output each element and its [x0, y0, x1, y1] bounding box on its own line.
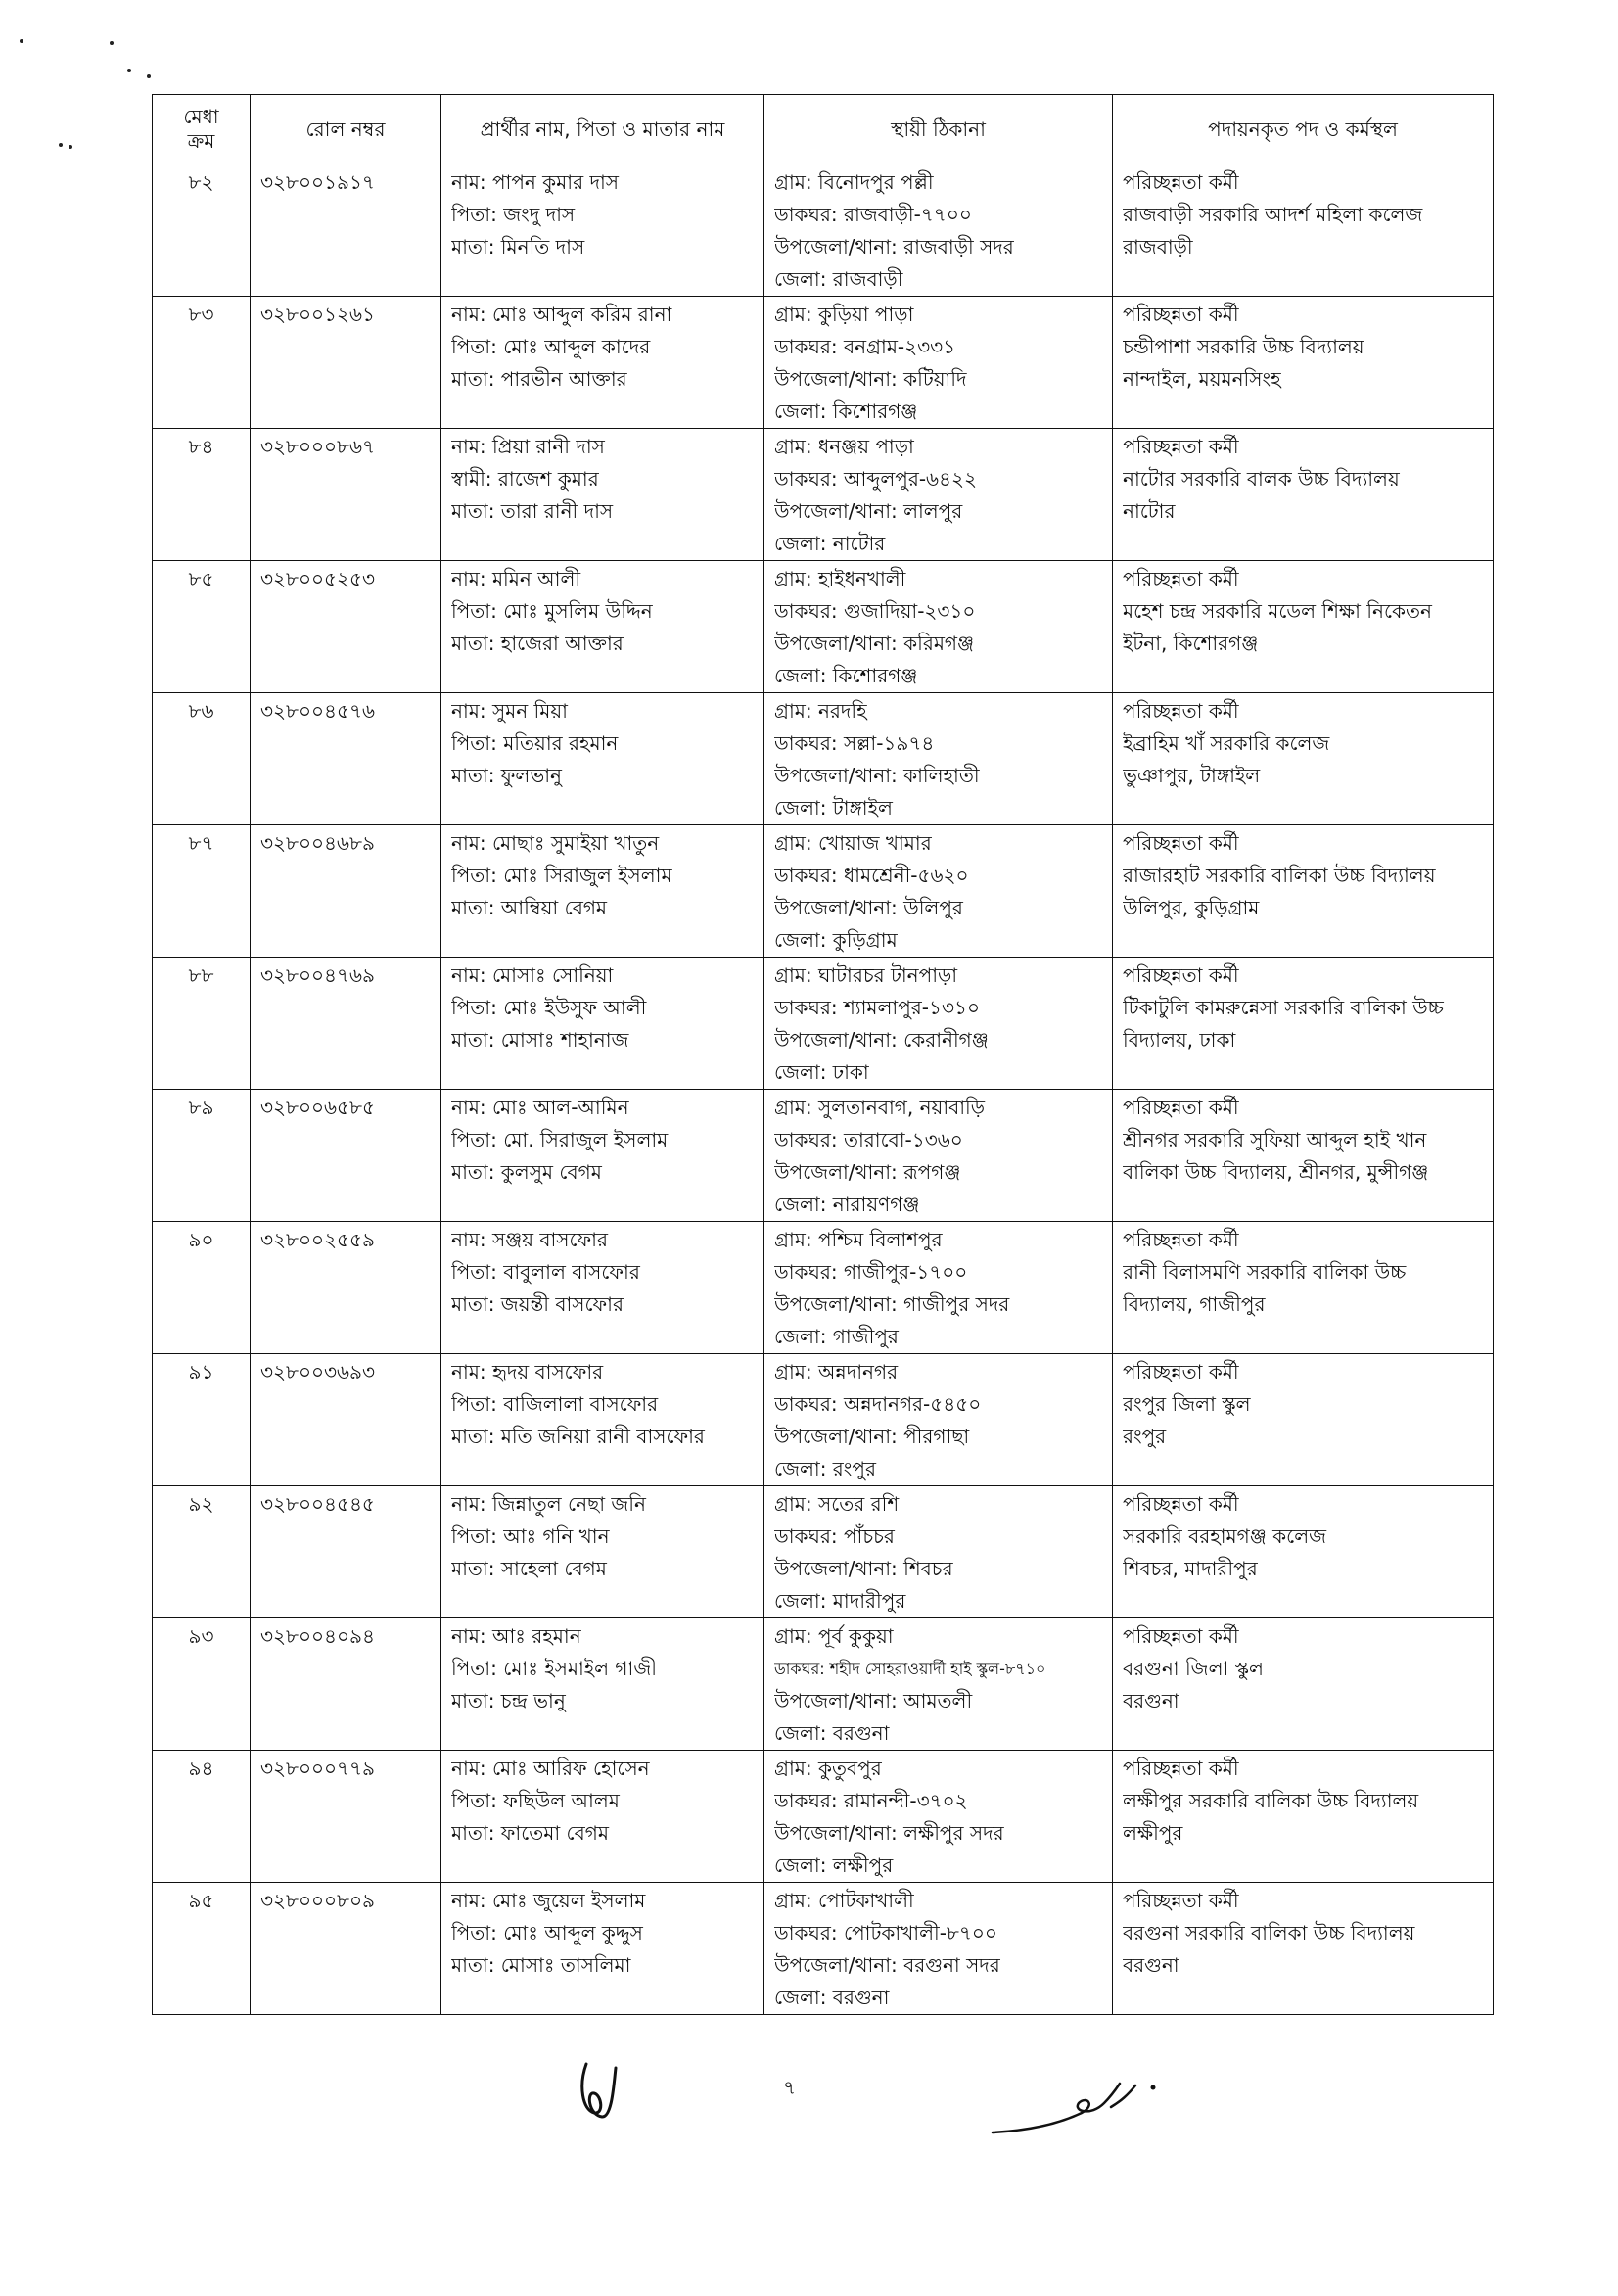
posting-line: শিবচর, মাদারীপুর	[1123, 1557, 1258, 1580]
address-cell	[764, 1222, 1113, 1354]
address-cell	[764, 561, 1113, 693]
address-line: জেলা: রাজবাড়ী	[774, 267, 903, 291]
address-line: উপজেলা/থানা: লালপুর	[774, 499, 963, 523]
address-line: গ্রাম: ধনঞ্জয় পাড়া	[774, 435, 914, 458]
address-line: উপজেলা/থানা: গাজীপুর সদর	[774, 1292, 1010, 1316]
address-line: জেলা: কিশোরগঞ্জ	[774, 399, 918, 423]
initials-signature-icon	[573, 2056, 631, 2134]
table-row	[153, 825, 1494, 958]
address-line: ডাকঘর: অন্নদানগর-৫৪৫০	[774, 1392, 982, 1416]
serial-cell: ৮৮	[153, 958, 251, 1090]
address-cell	[764, 1354, 1113, 1486]
address-line: গ্রাম: পশ্চিম বিলাশপুর	[774, 1228, 943, 1251]
address-line: গ্রাম: বিনোদপুর পল্লী	[774, 170, 934, 194]
name-line: নাম: মোঃ জুয়েল ইসলাম	[451, 1889, 646, 1912]
name-line: মাতা: সাহেলা বেগম	[451, 1557, 607, 1580]
posting-line: শ্রীনগর সরকারি সুফিয়া আব্দুল হাই খান	[1123, 1128, 1427, 1151]
serial-cell: ৯২	[153, 1486, 251, 1618]
posting-line: ইব্রাহিম খাঁ সরকারি কলেজ	[1123, 731, 1330, 755]
address-line: ডাকঘর: আব্দুলপুর-৬৪২২	[774, 467, 978, 491]
merit-list-table	[152, 94, 1494, 2015]
address-line: গ্রাম: পূর্ব কুকুয়া	[774, 1624, 894, 1648]
posting-line: টিকাটুলি কামরুন্নেসা সরকারি বালিকা উচ্চ	[1123, 996, 1444, 1019]
name-line: মাতা: হাজেরা আক্তার	[451, 632, 624, 655]
name-line: মাতা: জয়ন্তী বাসফোর	[451, 1292, 624, 1316]
address-cell	[764, 297, 1113, 429]
serial-cell: ৯৫	[153, 1883, 251, 2015]
posting-line: নাটোর	[1123, 499, 1176, 523]
posting-line: রাজবাড়ী	[1123, 235, 1193, 258]
name-line: পিতা: মোঃ ইউসুফ আলী	[451, 996, 647, 1019]
posting-cell	[1113, 1354, 1494, 1486]
name-line: মাতা: মিনতি দাস	[451, 235, 585, 258]
serial-cell: ৮৬	[153, 693, 251, 825]
name-line: নাম: মোছাঃ সুমাইয়া খাতুন	[451, 831, 660, 855]
name-line: স্বামী: রাজেশ কুমার	[451, 467, 599, 491]
address-line: উপজেলা/থানা: আমতলী	[774, 1689, 973, 1712]
address-line: উপজেলা/থানা: কটিয়াদি	[774, 367, 967, 391]
roll-cell: ৩২৮০০৪৭৬৯	[251, 958, 441, 1090]
address-line: জেলা: বরগুনা	[774, 1721, 890, 1745]
scan-speck	[110, 41, 114, 45]
address-cell	[764, 1618, 1113, 1751]
scan-speck	[59, 143, 63, 147]
name-line: নাম: আঃ রহমান	[451, 1624, 581, 1648]
name-line: মাতা: আম্বিয়া বেগম	[451, 896, 608, 919]
table-row	[153, 1618, 1494, 1751]
address-line: উপজেলা/থানা: লক্ষীপুর সদর	[774, 1821, 1004, 1845]
table-row	[153, 1354, 1494, 1486]
posting-cell	[1113, 429, 1494, 561]
posting-line: পরিচ্ছন্নতা কর্মী	[1123, 1096, 1239, 1119]
posting-line: সরকারি বরহামগঞ্জ কলেজ	[1123, 1524, 1327, 1548]
name-line: মাতা: মোসাঃ শাহানাজ	[451, 1028, 629, 1052]
address-line: ডাকঘর: পাঁচচর	[774, 1524, 895, 1548]
table-row	[153, 1486, 1494, 1618]
address-line: জেলা: রংপুর	[774, 1457, 876, 1480]
serial-cell: ৮৫	[153, 561, 251, 693]
posting-cell	[1113, 693, 1494, 825]
roll-cell: ৩২৮০০৩৬৯৩	[251, 1354, 441, 1486]
roll-cell: ৩২৮০০০৮৬৭	[251, 429, 441, 561]
address-line: গ্রাম: সতের রশি	[774, 1492, 900, 1516]
address-line: ডাকঘর: রাজবাড়ী-৭৭০০	[774, 203, 972, 226]
roll-cell: ৩২৮০০৪৬৮৯	[251, 825, 441, 958]
name-cell	[441, 1486, 764, 1618]
name-line: নাম: সঞ্জয় বাসফোর	[451, 1228, 608, 1251]
roll-cell: ৩২৮০০৪০৯৪	[251, 1618, 441, 1751]
address-line: ডাকঘর: শহীদ সোহরাওয়ার্দী হাই স্কুল-৮৭১০	[774, 1660, 1046, 1678]
address-line: জেলা: নাটোর	[774, 532, 886, 555]
name-line: মাতা: মোসাঃ তাসলিমা	[451, 1953, 631, 1977]
address-line: উপজেলা/থানা: রূপগঞ্জ	[774, 1160, 961, 1184]
posting-line: বিদ্যালয়, ঢাকা	[1123, 1028, 1236, 1052]
header-posting: পদায়নকৃত পদ ও কর্মস্থল	[1113, 95, 1494, 164]
address-line: ডাকঘর: রামানন্দী-৩৭০২	[774, 1789, 968, 1812]
posting-line: পরিচ্ছন্নতা কর্মী	[1123, 567, 1239, 590]
name-line: নাম: মোঃ আব্দুল করিম রানা	[451, 303, 672, 326]
address-line: উপজেলা/থানা: শিবচর	[774, 1557, 953, 1580]
name-line: নাম: মোঃ আল-আমিন	[451, 1096, 629, 1119]
page-number: ৭	[783, 2076, 797, 2099]
address-cell	[764, 1486, 1113, 1618]
name-line: নাম: পাপন কুমার দাস	[451, 170, 619, 194]
address-line: ডাকঘর: ধামশ্রেনী-৫৬২০	[774, 864, 969, 887]
address-line: জেলা: বরগুনা	[774, 1986, 890, 2009]
posting-line: রানী বিলাসমণি সরকারি বালিকা উচ্চ	[1123, 1260, 1407, 1284]
name-line: নাম: হৃদয় বাসফোর	[451, 1360, 604, 1383]
address-line: গ্রাম: অন্নদানগর	[774, 1360, 899, 1383]
table-row	[153, 958, 1494, 1090]
address-cell	[764, 693, 1113, 825]
posting-line: লক্ষীপুর সরকারি বালিকা উচ্চ বিদ্যালয়	[1123, 1789, 1419, 1812]
address-line: গ্রাম: ঘাটারচর টানপাড়া	[774, 963, 958, 987]
roll-cell: ৩২৮০০৬৫৮৫	[251, 1090, 441, 1222]
posting-cell	[1113, 1883, 1494, 2015]
roll-cell: ৩২৮০০৫২৫৩	[251, 561, 441, 693]
scan-speck	[69, 145, 72, 149]
posting-cell	[1113, 1486, 1494, 1618]
name-cell	[441, 958, 764, 1090]
header-address: স্থায়ী ঠিকানা	[764, 95, 1113, 164]
name-cell	[441, 429, 764, 561]
posting-line: পরিচ্ছন্নতা কর্মী	[1123, 699, 1239, 723]
name-cell	[441, 561, 764, 693]
address-line: গ্রাম: পোটকাখালী	[774, 1889, 914, 1912]
name-line: পিতা: ফছিউল আলম	[451, 1789, 620, 1812]
posting-cell	[1113, 561, 1494, 693]
address-line: উপজেলা/থানা: রাজবাড়ী সদর	[774, 235, 1014, 258]
address-cell	[764, 825, 1113, 958]
address-line: গ্রাম: সুলতানবাগ, নয়াবাড়ি	[774, 1096, 986, 1119]
posting-line: পরিচ্ছন্নতা কর্মী	[1123, 831, 1239, 855]
name-line: পিতা: জংদু দাস	[451, 203, 576, 226]
address-line: গ্রাম: খোয়াজ খামার	[774, 831, 932, 855]
address-cell	[764, 1883, 1113, 2015]
posting-line: পরিচ্ছন্নতা কর্মী	[1123, 963, 1239, 987]
posting-cell	[1113, 958, 1494, 1090]
posting-line: চন্ডীপাশা সরকারি উচ্চ বিদ্যালয়	[1123, 335, 1364, 358]
posting-line: ভুঞাপুর, টাঙ্গাইল	[1123, 764, 1261, 787]
name-line: পিতা: মো. সিরাজুল ইসলাম	[451, 1128, 669, 1151]
posting-cell	[1113, 1751, 1494, 1883]
name-cell	[441, 1883, 764, 2015]
header-name: প্রার্থীর নাম, পিতা ও মাতার নাম	[441, 95, 764, 164]
name-line: পিতা: আঃ গনি খান	[451, 1524, 610, 1548]
posting-cell	[1113, 1090, 1494, 1222]
posting-line: রংপুর জিলা স্কুল	[1123, 1392, 1251, 1416]
posting-line: পরিচ্ছন্নতা কর্মী	[1123, 1492, 1239, 1516]
address-line: উপজেলা/থানা: পীরগাছা	[774, 1425, 970, 1448]
posting-line: মহেশ চন্দ্র সরকারি মডেল শিক্ষা নিকেতন	[1123, 599, 1432, 623]
address-line: জেলা: ঢাকা	[774, 1060, 869, 1084]
name-cell	[441, 1354, 764, 1486]
table-row	[153, 1090, 1494, 1222]
posting-line: পরিচ্ছন্নতা কর্মী	[1123, 170, 1239, 194]
address-line: গ্রাম: কুতুবপুর	[774, 1757, 882, 1780]
name-line: পিতা: বাবুলাল বাসফোর	[451, 1260, 640, 1284]
scan-speck	[127, 69, 131, 72]
address-cell	[764, 958, 1113, 1090]
name-line: নাম: জিন্নাতুল নেছা জনি	[451, 1492, 646, 1516]
roll-cell: ৩২৮০০০৮০৯	[251, 1883, 441, 2015]
name-line: মাতা: ফাতেমা বেগম	[451, 1821, 609, 1845]
table-row	[153, 429, 1494, 561]
posting-line: বরগুনা	[1123, 1689, 1179, 1712]
address-cell	[764, 1751, 1113, 1883]
posting-line: ইটনা, কিশোরগঞ্জ	[1123, 632, 1259, 655]
name-line: নাম: মোসাঃ সোনিয়া	[451, 963, 614, 987]
posting-line: বিদ্যালয়, গাজীপুর	[1123, 1292, 1266, 1316]
posting-line: নান্দাইল, ময়মনসিংহ	[1123, 367, 1281, 391]
address-line: জেলা: লক্ষীপুর	[774, 1853, 894, 1877]
address-line: উপজেলা/থানা: করিমগঞ্জ	[774, 632, 975, 655]
address-line: জেলা: কিশোরগঞ্জ	[774, 664, 918, 687]
name-line: মাতা: ফুলভানু	[451, 764, 562, 787]
posting-line: লক্ষীপুর	[1123, 1821, 1183, 1845]
name-line: মাতা: চন্দ্র ভানু	[451, 1689, 566, 1712]
name-line: মাতা: তারা রানী দাস	[451, 499, 614, 523]
header-serial: মেধা ক্রম	[153, 95, 251, 164]
roll-cell: ৩২৮০০২৫৫৯	[251, 1222, 441, 1354]
posting-line: বালিকা উচ্চ বিদ্যালয়, শ্রীনগর, মুন্সীগঞ্জ	[1123, 1160, 1429, 1184]
name-line: পিতা: বাজিলালা বাসফোর	[451, 1392, 659, 1416]
name-cell	[441, 1751, 764, 1883]
posting-line: বরগুনা	[1123, 1953, 1179, 1977]
name-line: মাতা: কুলসুম বেগম	[451, 1160, 602, 1184]
posting-cell	[1113, 1618, 1494, 1751]
address-line: ডাকঘর: পোটকাখালী-৮৭০০	[774, 1921, 997, 1945]
posting-line: পরিচ্ছন্নতা কর্মী	[1123, 303, 1239, 326]
serial-cell: ৯১	[153, 1354, 251, 1486]
serial-cell: ৯৪	[153, 1751, 251, 1883]
address-line: ডাকঘর: গুজাদিয়া-২৩১০	[774, 599, 976, 623]
address-line: গ্রাম: নরদহি	[774, 699, 867, 723]
address-line: ডাকঘর: তারাবো-১৩৬০	[774, 1128, 963, 1151]
serial-cell: ৮৪	[153, 429, 251, 561]
name-line: পিতা: মতিয়ার রহমান	[451, 731, 619, 755]
table-row	[153, 164, 1494, 297]
address-line: জেলা: মাদারীপুর	[774, 1589, 906, 1613]
roll-cell: ৩২৮০০১২৬১	[251, 297, 441, 429]
name-line: নাম: প্রিয়া রানী দাস	[451, 435, 605, 458]
roll-cell: ৩২৮০০৪৫৭৬	[251, 693, 441, 825]
address-line: জেলা: নারায়ণগঞ্জ	[774, 1193, 920, 1216]
name-line: মাতা: পারভীন আক্তার	[451, 367, 627, 391]
posting-cell	[1113, 164, 1494, 297]
name-line: পিতা: মোঃ মুসলিম উদ্দিন	[451, 599, 653, 623]
address-line: ডাকঘর: শ্যামলাপুর-১৩১০	[774, 996, 980, 1019]
serial-cell: ৮৯	[153, 1090, 251, 1222]
serial-cell: ৮২	[153, 164, 251, 297]
posting-line: পরিচ্ছন্নতা কর্মী	[1123, 1889, 1239, 1912]
name-line: নাম: মোঃ আরিফ হোসেন	[451, 1757, 650, 1780]
address-line: ডাকঘর: সল্লা-১৯৭৪	[774, 731, 935, 755]
address-cell	[764, 1090, 1113, 1222]
address-line: গ্রাম: হাইধনখালী	[774, 567, 906, 590]
signature-icon	[989, 2074, 1184, 2142]
serial-cell: ৮৭	[153, 825, 251, 958]
name-line: নাম: মমিন আলী	[451, 567, 581, 590]
posting-line: পরিচ্ছন্নতা কর্মী	[1123, 435, 1239, 458]
posting-line: পরিচ্ছন্নতা কর্মী	[1123, 1360, 1239, 1383]
table-row	[153, 1751, 1494, 1883]
address-cell	[764, 164, 1113, 297]
name-line: নাম: সুমন মিয়া	[451, 699, 568, 723]
posting-line: পরিচ্ছন্নতা কর্মী	[1123, 1757, 1239, 1780]
address-cell	[764, 429, 1113, 561]
address-line: উপজেলা/থানা: কালিহাতী	[774, 764, 980, 787]
name-line: পিতা: মোঃ সিরাজুল ইসলাম	[451, 864, 672, 887]
address-line: জেলা: কুড়িগ্রাম	[774, 928, 898, 952]
scan-speck	[20, 39, 23, 43]
header-roll: রোল নম্বর	[251, 95, 441, 164]
address-line: জেলা: গাজীপুর	[774, 1325, 899, 1348]
name-cell	[441, 1618, 764, 1751]
table-row	[153, 693, 1494, 825]
address-line: উপজেলা/থানা: উলিপুর	[774, 896, 963, 919]
posting-line: বরগুনা জিলা স্কুল	[1123, 1657, 1264, 1680]
table-header-row	[153, 95, 1494, 164]
name-line: পিতা: মোঃ ইসমাইল গাজী	[451, 1657, 657, 1680]
address-line: ডাকঘর: গাজীপুর-১৭০০	[774, 1260, 968, 1284]
table-row	[153, 561, 1494, 693]
posting-line: বরগুনা সরকারি বালিকা উচ্চ বিদ্যালয়	[1123, 1921, 1415, 1945]
serial-cell: ৯০	[153, 1222, 251, 1354]
name-cell	[441, 1222, 764, 1354]
name-line: মাতা: মতি জনিয়া রানী বাসফোর	[451, 1425, 705, 1448]
posting-line: নাটোর সরকারি বালক উচ্চ বিদ্যালয়	[1123, 467, 1400, 491]
posting-cell	[1113, 1222, 1494, 1354]
name-line: পিতা: মোঃ আব্দুল কুদ্দুস	[451, 1921, 643, 1945]
posting-line: পরিচ্ছন্নতা কর্মী	[1123, 1228, 1239, 1251]
name-cell	[441, 297, 764, 429]
name-cell	[441, 693, 764, 825]
posting-cell	[1113, 297, 1494, 429]
table-row	[153, 297, 1494, 429]
address-line: গ্রাম: কুড়িয়া পাড়া	[774, 303, 914, 326]
serial-cell: ৮৩	[153, 297, 251, 429]
table-row	[153, 1883, 1494, 2015]
address-line: ডাকঘর: বনগ্রাম-২৩৩১	[774, 335, 956, 358]
name-cell	[441, 825, 764, 958]
table-row	[153, 1222, 1494, 1354]
scan-speck	[147, 74, 151, 78]
address-line: উপজেলা/থানা: বরগুনা সদর	[774, 1953, 1000, 1977]
roll-cell: ৩২৮০০০৭৭৯	[251, 1751, 441, 1883]
posting-line: পরিচ্ছন্নতা কর্মী	[1123, 1624, 1239, 1648]
posting-line: রাজারহাট সরকারি বালিকা উচ্চ বিদ্যালয়	[1123, 864, 1436, 887]
posting-line: উলিপুর, কুড়িগ্রাম	[1123, 896, 1260, 919]
posting-line: রাজবাড়ী সরকারি আদর্শ মহিলা কলেজ	[1123, 203, 1423, 226]
name-line: পিতা: মোঃ আব্দুল কাদের	[451, 335, 651, 358]
roll-cell: ৩২৮০০১৯১৭	[251, 164, 441, 297]
address-line: জেলা: টাঙ্গাইল	[774, 796, 893, 820]
posting-cell	[1113, 825, 1494, 958]
posting-line: রংপুর	[1123, 1425, 1167, 1448]
name-cell	[441, 1090, 764, 1222]
address-line: উপজেলা/থানা: কেরানীগঞ্জ	[774, 1028, 989, 1052]
name-cell	[441, 164, 764, 297]
serial-cell: ৯৩	[153, 1618, 251, 1751]
roll-cell: ৩২৮০০৪৫৪৫	[251, 1486, 441, 1618]
